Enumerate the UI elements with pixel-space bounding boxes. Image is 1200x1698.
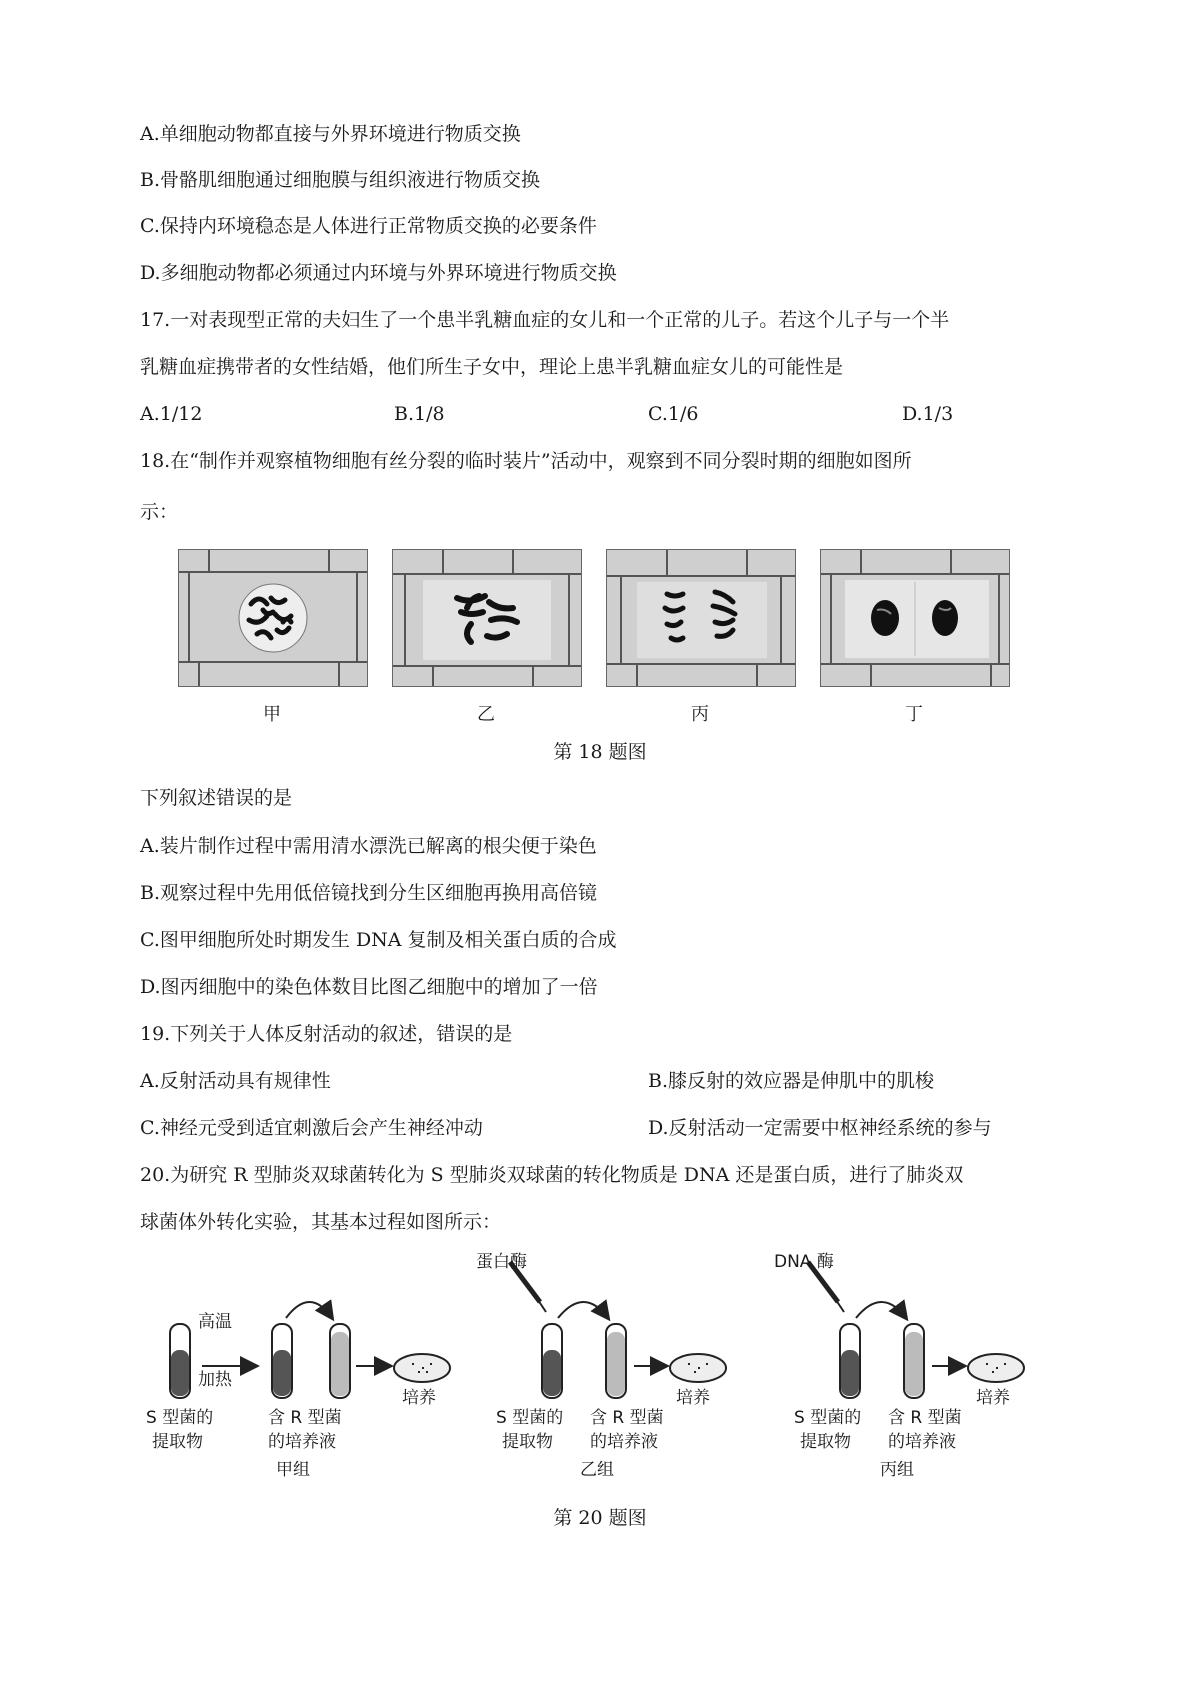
q17-stem-line1: 17.一对表现型正常的夫妇生了一个患半乳糖血症的女儿和一个正常的儿子。若这个儿子与一个半 — [140, 309, 950, 331]
group-bing-name: 丙组 — [880, 1460, 914, 1480]
q19-option-b: B.膝反射的效应器是伸肌中的肌梭 — [648, 1070, 935, 1092]
q18-option-c: C.图甲细胞所处时期发生 DNA 复制及相关蛋白质的合成 — [140, 929, 617, 951]
micrograph-panel-bing — [606, 549, 796, 687]
panel-label-jia: 甲 — [263, 704, 281, 725]
group-bing-extract-line1: S 型菌的 — [794, 1408, 862, 1428]
group-yi-culture: 培养 — [676, 1388, 710, 1408]
panel-label-ding: 丁 — [905, 704, 923, 725]
group-jia-treatment-line2: 加热 — [198, 1370, 232, 1390]
group-yi-extract-line1: S 型菌的 — [496, 1408, 564, 1428]
group-yi-treatment: 蛋白酶 — [476, 1252, 527, 1272]
q17-option-b: B.1/8 — [394, 403, 445, 425]
group-yi-medium-line1: 含 R 型菌 — [590, 1408, 664, 1428]
micrograph-panel-jia — [178, 549, 368, 687]
q16-option-d: D.多细胞动物都必须通过内环境与外界环境进行物质交换 — [140, 262, 617, 284]
q16-option-a: A.单细胞动物都直接与外界环境进行物质交换 — [140, 123, 521, 145]
group-bing-medium-line2: 的培养液 — [888, 1432, 956, 1452]
q18-option-d: D.图丙细胞中的染色体数目比图乙细胞中的增加了一倍 — [140, 976, 598, 998]
panel-label-bing: 丙 — [691, 704, 709, 725]
q17-option-c: C.1/6 — [648, 403, 699, 425]
q16-option-b: B.骨骼肌细胞通过细胞膜与组织液进行物质交换 — [140, 169, 541, 191]
panel-label-yi: 乙 — [477, 704, 495, 725]
group-yi-name: 乙组 — [580, 1460, 614, 1480]
q18-option-b: B.观察过程中先用低倍镜找到分生区细胞再换用高倍镜 — [140, 882, 598, 904]
q19-option-c: C.神经元受到适宜刺激后会产生神经冲动 — [140, 1117, 483, 1139]
group-jia-medium-line1: 含 R 型菌 — [268, 1408, 342, 1428]
q18-stem-line2: 示： — [140, 501, 179, 523]
q19-option-a: A.反射活动具有规律性 — [140, 1070, 331, 1092]
q18-stem-line1: 18.在“制作并观察植物细胞有丝分裂的临时装片”活动中，观察到不同分裂时期的细胞如图所 — [140, 450, 912, 472]
group-bing-extract-line2: 提取物 — [800, 1432, 851, 1452]
q19-stem: 19.下列关于人体反射活动的叙述，错误的是 — [140, 1023, 513, 1045]
group-bing-treatment: DNA 酶 — [774, 1252, 834, 1272]
group-bing-culture: 培养 — [976, 1388, 1010, 1408]
micrograph-panel-ding — [820, 549, 1010, 687]
group-yi-extract-line2: 提取物 — [502, 1432, 553, 1452]
q19-option-d: D.反射活动一定需要中枢神经系统的参与 — [648, 1117, 992, 1139]
figure-20-caption: 第 20 题图 — [553, 1507, 647, 1529]
group-bing-drawing — [808, 1262, 1024, 1398]
group-yi-medium-line2: 的培养液 — [590, 1432, 658, 1452]
q20-stem-line1: 20.为研究 R 型肺炎双球菌转化为 S 型肺炎双球菌的转化物质是 DNA 还是蛋白质，进行了肺炎双 — [140, 1164, 964, 1186]
q17-stem-line2: 乳糖血症携带者的女性结婚，他们所生子女中，理论上患半乳糖血症女儿的可能性是 — [140, 356, 844, 378]
group-jia-treatment-line1: 高温 — [198, 1312, 232, 1332]
q16-option-c: C.保持内环境稳态是人体进行正常物质交换的必要条件 — [140, 215, 597, 237]
group-jia-medium-line2: 的培养液 — [268, 1432, 336, 1452]
group-jia-extract-line2: 提取物 — [152, 1432, 203, 1452]
q20-stem-line2: 球菌体外转化实验，其基本过程如图所示： — [140, 1211, 502, 1233]
micrograph-panel-yi — [392, 549, 582, 687]
group-bing-medium-line1: 含 R 型菌 — [888, 1408, 962, 1428]
q17-option-d: D.1/3 — [902, 403, 954, 425]
group-yi-drawing — [510, 1262, 726, 1398]
group-jia-extract-line1: S 型菌的 — [146, 1408, 214, 1428]
group-jia-culture: 培养 — [402, 1388, 436, 1408]
group-jia-name: 甲组 — [276, 1460, 310, 1480]
q18-prompt: 下列叙述错误的是 — [140, 787, 293, 809]
q18-option-a: A.装片制作过程中需用清水漂洗已解离的根尖便于染色 — [140, 835, 597, 857]
q17-option-a: A.1/12 — [140, 403, 203, 425]
figure-18-caption: 第 18 题图 — [553, 741, 647, 763]
